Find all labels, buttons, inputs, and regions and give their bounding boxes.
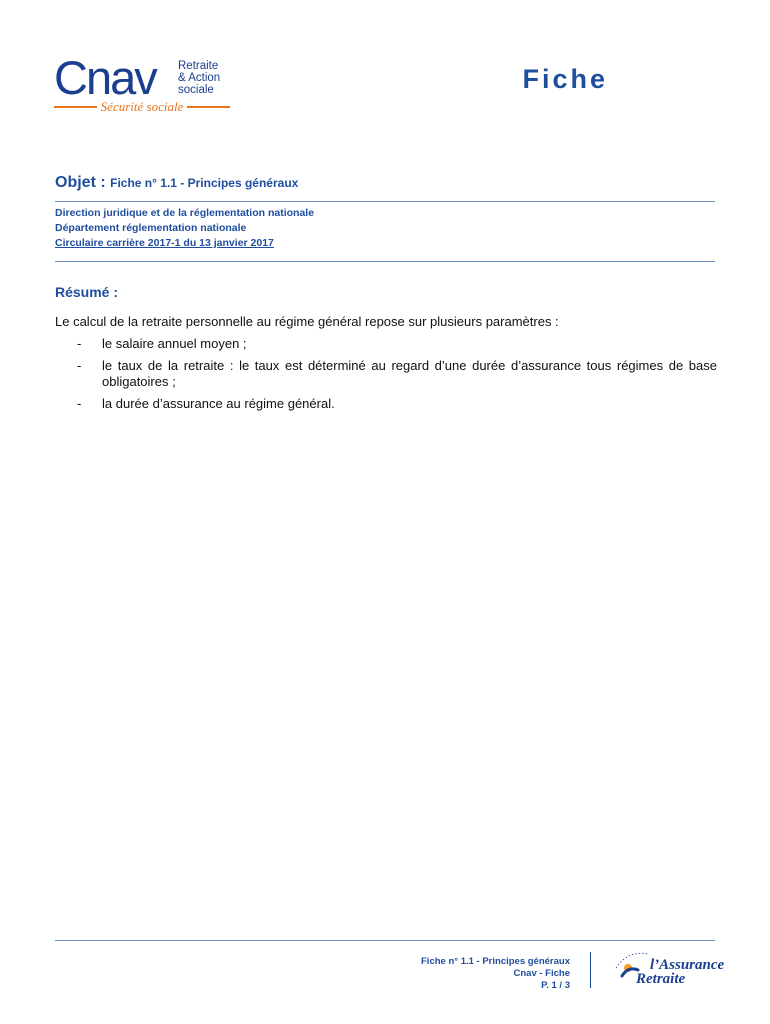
logo-tagline-line-3: sociale (178, 84, 214, 96)
list-bullet: - (77, 336, 82, 351)
list-item-text: le taux de la retraite : le taux est déterminé au regard d’une durée d’assurance tous régimes de base obligatoires ; (102, 358, 717, 389)
objet-value: Fiche n° 1.1 - Principes généraux (110, 176, 299, 190)
cnav-logo (54, 51, 234, 118)
page-title: Fiche (522, 64, 608, 94)
assurance-retraite-wordmark (636, 958, 724, 986)
footer-info (421, 956, 570, 992)
logo-tagline-line-1: Retraite (178, 60, 219, 72)
logo-subline-text: Sécurité sociale (100, 99, 184, 114)
logo-wordmark: Cnav (54, 51, 156, 104)
objet-label: Objet : (55, 174, 106, 191)
list-item (55, 396, 717, 412)
list-item-text: le salaire annuel moyen ; (102, 336, 247, 351)
meta-block (55, 206, 314, 251)
list-item-text: la durée d’assurance au régime général. (102, 396, 335, 411)
objet-line (55, 174, 298, 192)
footer-doc-title: Fiche n° 1.1 - Principes généraux (421, 956, 570, 967)
list-item (55, 358, 717, 390)
divider-top (55, 201, 715, 202)
meta-direction: Direction juridique et de la réglementation nationale (55, 207, 315, 219)
logo-subline (54, 99, 230, 115)
footer-doc-type: Cnav - Fiche (513, 968, 570, 979)
list-bullet: - (77, 396, 82, 411)
divider-middle (55, 261, 715, 262)
logo-tagline-line-2: & Action (178, 72, 221, 84)
list-item (55, 336, 717, 352)
resume-list (55, 336, 717, 412)
resume-body (55, 314, 717, 418)
logo-rule-right (187, 106, 230, 108)
meta-departement: Département réglementation nationale (55, 222, 247, 234)
brand-line-2: Retraite (636, 971, 686, 987)
footer-divider (55, 940, 715, 941)
resume-intro: Le calcul de la retraite personnelle au régime général repose sur plusieurs paramètres : (55, 314, 559, 329)
footer-page-number: P. 1 / 3 (541, 980, 570, 991)
logo-rule-left (54, 106, 97, 108)
logo-tagline (178, 60, 220, 96)
circulaire-link[interactable]: Circulaire carrière 2017-1 du 13 janvier 2017 (55, 237, 274, 249)
footer-separator (590, 952, 591, 988)
list-bullet: - (77, 358, 82, 373)
resume-heading: Résumé : (55, 284, 119, 300)
brand-line-1: l’Assurance (650, 957, 725, 973)
